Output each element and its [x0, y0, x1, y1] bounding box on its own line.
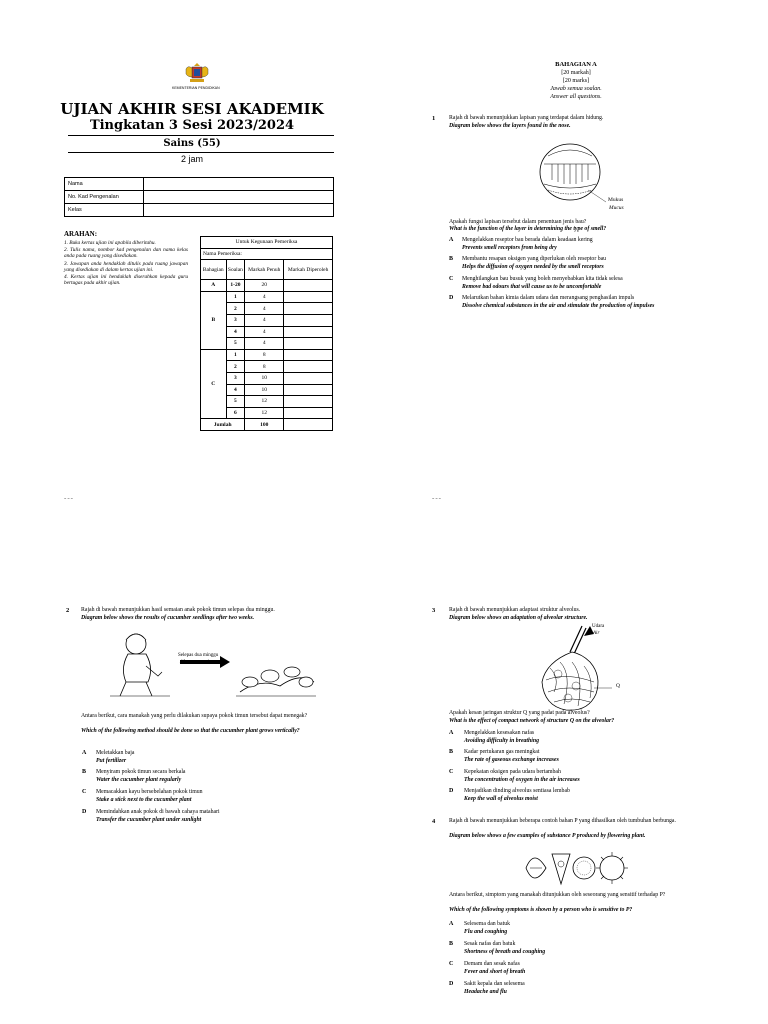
option-d-text-en[interactable]: Headache and flu [464, 989, 507, 995]
marks-cell: 12 [245, 407, 284, 419]
fig-label-en: Mucus [609, 205, 624, 211]
option-c-text-ms[interactable]: Memacakkan kayu bersebelahan pokok timun [96, 789, 203, 795]
option-c-text-en[interactable]: Stake a stick next to the cucumber plant [96, 797, 192, 803]
marks-cell: 4 [245, 291, 284, 303]
option-d-text-en[interactable]: Transfer the cucumber plant under sunlight [96, 817, 202, 823]
question-number: 3 [432, 607, 436, 614]
total-label: Jumlah [201, 419, 245, 431]
option-c-letter[interactable]: C [449, 961, 454, 967]
question-cell: 4 [226, 384, 245, 396]
section-c-cell: C [201, 349, 227, 419]
question-ask-ms: Apakah fungsi lapisan tersebut dalam penentuan jenis bau? [449, 219, 587, 225]
instruction-item: 1. Buka kertas ujian ini apabila diberitahu. [64, 240, 156, 246]
score-cell[interactable] [284, 314, 333, 326]
question-ask-ms: Apakah kesan jaringan struktur Q yang padat pada alveolus? [449, 710, 590, 716]
fig-label-en: Air [593, 631, 600, 636]
question-cell: 3 [226, 372, 245, 384]
question-stem-ms: Rajah di bawah menunjukkan adaptasi struktur alveolus. [449, 607, 581, 613]
question-stem-en: Diagram below shows an adaptation of alveolar structure. [449, 615, 588, 621]
exam-duration: 2 jam [180, 154, 203, 164]
marks-cell: 10 [245, 372, 284, 384]
page-break-mark: --- [432, 494, 442, 502]
option-d-text-ms[interactable]: Memindahkan anak pokok di bawah cahaya matahari [96, 809, 220, 815]
question-stem-ms: Rajah di bawah menunjukkan beberapa contoh bahan P yang dihasilkan oleh tumbuhan berbunga. [449, 818, 676, 824]
candidate-info-table [64, 177, 334, 217]
option-c-text-ms[interactable]: Kepekatan oksigen pada udara bertambah [464, 769, 561, 775]
option-b-text-ms[interactable]: Membantu resapan oksigen yang diperlukan oleh reseptor bau [462, 256, 607, 262]
section-a-page [384, 0, 768, 512]
question-cell: 4 [226, 326, 245, 338]
option-c-text-ms[interactable]: Demam dan sesak nafas [464, 961, 520, 967]
section-a-instr-en: Answer all questions. [550, 94, 602, 100]
instruction-item: 3. Jawapan anda hendaklah ditulis pada ruang jawapan yang disediakan di dalam kertas ujian ini. [64, 260, 188, 273]
question-3-4-page [384, 512, 768, 1024]
fig-label-ms: Mukus [608, 197, 624, 203]
seedling-diagram [100, 626, 320, 706]
option-a-text-en[interactable]: Put fertilizer [96, 758, 127, 764]
marks-cell: 4 [245, 338, 284, 350]
col-markah-penuh: Markah Penuh [245, 260, 284, 280]
question-ask-ms: Antara berikut, cara manakah yang perlu dilakukan supaya pokok timun tersebut dapat menegak? [81, 713, 308, 719]
question-cell: 2 [226, 361, 245, 373]
title-divider [68, 135, 334, 136]
marks-cell: 8 [245, 349, 284, 361]
ic-row [65, 191, 334, 204]
option-c-text-en[interactable]: Fever and short of breath [464, 969, 526, 975]
page-break-mark: --- [64, 494, 74, 502]
examiner-name-cell[interactable]: Nama Pemeriksa: [201, 248, 333, 260]
option-d-text-ms[interactable]: Sakit kepala dan selesema [464, 981, 525, 987]
marks-cell: 4 [245, 303, 284, 315]
option-b-text-ms[interactable]: Menyiram pokok timun secara berkala [96, 769, 186, 775]
col-bahagian: Bahagian [201, 260, 227, 280]
question-cell: 5 [226, 338, 245, 350]
option-d-text-ms[interactable]: Melarutkan bahan kimia dalam udara dan merangsang penghasilan impuls [462, 295, 635, 301]
option-c-text-ms[interactable]: Menghilangkan bau busuk yang boleh menyebabkan kita tidak selesa [462, 276, 623, 282]
question-stem-en: Diagram below shows the layers found in the nose. [449, 123, 571, 129]
total-score-cell[interactable] [284, 419, 333, 431]
section-a-marks-en: [20 marks] [562, 78, 590, 84]
question-cell: 1 [226, 349, 245, 361]
fig-label-en: After two weeks [180, 660, 212, 665]
score-cell[interactable] [284, 303, 333, 315]
name-field[interactable] [144, 178, 334, 191]
section-b-cell: B [201, 291, 227, 349]
question-number: 1 [432, 115, 436, 122]
marks-cell: 10 [245, 384, 284, 396]
marks-cell: 4 [245, 326, 284, 338]
option-a-letter[interactable]: A [82, 750, 87, 756]
option-b-letter[interactable]: B [449, 749, 454, 755]
question-cell: 5 [226, 396, 245, 408]
option-c-letter[interactable]: C [82, 789, 87, 795]
class-field[interactable] [144, 204, 334, 217]
col-markah-diperoleh: Markah Diperoleh [284, 260, 333, 280]
question-cell: 6 [226, 407, 245, 419]
instruction-item: 4. Kertas ujian ini hendaklah diserahkan kepada guru bertugas pada akhir ujian. [64, 274, 188, 287]
question-stem-en: Diagram below shows a few examples of substance P produced by flowering plant. [449, 833, 646, 839]
marks-cell: 12 [245, 396, 284, 408]
ic-label: No. Kad Pengenalan [65, 191, 144, 204]
marks-cell: 8 [245, 361, 284, 373]
option-a-letter[interactable]: A [449, 921, 454, 927]
alveolus-diagram [532, 622, 622, 714]
question-stem-ms: Rajah di bawah menunjukkan hasil semaian anak pokok timun selepas dua minggu. [81, 607, 275, 613]
score-cell[interactable] [284, 396, 333, 408]
section-a-cell: A [201, 280, 227, 292]
instructions-list [64, 240, 188, 287]
score-cell[interactable] [284, 338, 333, 350]
question-number: 2 [66, 607, 70, 614]
option-a-text-ms[interactable]: Meletakkan baja [96, 750, 135, 756]
instructions-heading: ARAHAN: [64, 230, 98, 238]
class-label: Kelas [65, 204, 144, 217]
option-d-letter[interactable]: D [449, 981, 454, 987]
option-d-text-en[interactable]: Keep the wall of alveolus moist [464, 796, 538, 802]
total-marks: 100 [245, 419, 284, 431]
cover-page [0, 0, 384, 512]
option-b-letter[interactable]: B [82, 769, 87, 775]
question-cell: 1 [226, 291, 245, 303]
option-c-text-en[interactable]: The concentration of oxygen in the air increases [464, 777, 580, 783]
option-c-text-en[interactable]: Remove bad odours that will cause us to be uncomfortable [462, 284, 602, 290]
name-label: Nama [65, 178, 144, 191]
class-row [65, 204, 334, 217]
examiner-use-heading: Untuk Kegunaan Pemeriksa [201, 237, 333, 249]
instruction-item: 2. Tulis nama, nombor kad pengenalan dan nama kelas anda pada ruang yang disediakan. [64, 247, 188, 260]
score-cell[interactable] [284, 384, 333, 396]
section-a-instr-ms: Jawab semua soalan. [550, 86, 602, 92]
question-ask-en: Which of the following method should be done so that the cucumber plant grows vertically? [81, 728, 300, 734]
subject-name: Sains (55) [163, 138, 221, 149]
exam-subtitle: Tingkatan 3 Sesi 2023/2024 [89, 118, 295, 133]
score-cell[interactable] [284, 291, 333, 303]
score-cell[interactable] [284, 280, 333, 292]
option-c-letter[interactable]: C [449, 769, 454, 775]
score-cell[interactable] [284, 372, 333, 384]
option-a-text-en[interactable]: Prevents smell receptors from being dry [462, 245, 557, 251]
option-a-text-ms[interactable]: Selesema dan batuk [464, 921, 511, 927]
option-b-letter[interactable]: B [449, 256, 454, 262]
question-ask-en: What is the effect of compact network of structure Q on the alveolar? [449, 718, 615, 724]
option-d-text-en[interactable]: Dissolve chemical substances in the air and stimulate the production of impulses [462, 303, 655, 309]
fig-label-q: Q [616, 683, 620, 689]
fig-label-ms: Selepas dua minggu [178, 653, 219, 658]
option-b-text-ms[interactable]: Kadar pertukaran gas meningkat [464, 749, 540, 755]
option-b-text-ms[interactable]: Sesak nafas dan batuk [464, 941, 516, 947]
question-ask-en: Which of the following symptoms is shown by a person who is sensitive to P? [449, 907, 633, 913]
marks-cell: 4 [245, 314, 284, 326]
option-d-letter[interactable]: D [449, 788, 454, 794]
exam-title: UJIAN AKHIR SESI AKADEMIK [60, 100, 324, 118]
option-b-text-en[interactable]: Helps the diffusion of oxygen needed by the smell receptors [462, 264, 604, 270]
pollen-grains-diagram [520, 846, 630, 890]
option-d-text-ms[interactable]: Menjadikan dinding alveolus sentiasa lembab [464, 788, 570, 794]
section-a-marks-ms: [20 markah] [561, 70, 591, 76]
question-stem-en: Diagram below shows the results of cucumber seedlings after two weeks. [81, 615, 255, 621]
score-cell[interactable] [284, 326, 333, 338]
section-a-title: BAHAGIAN A [555, 61, 597, 68]
examiner-marks-table [200, 236, 333, 431]
option-b-text-en[interactable]: Shortness of breath and coughing [464, 949, 546, 955]
section-a-range: 1-20 [226, 280, 245, 292]
question-ask-en: What is the function of the layer in determining the type of smell? [449, 226, 607, 232]
option-d-letter[interactable]: D [449, 295, 454, 301]
question-number: 4 [432, 818, 436, 825]
score-cell[interactable] [284, 361, 333, 373]
option-c-letter[interactable]: C [449, 276, 454, 282]
option-a-text-ms[interactable]: Mengelakkan reseptor bau berada dalam keadaan kering [462, 237, 593, 243]
option-a-letter[interactable]: A [449, 237, 454, 243]
option-b-text-en[interactable]: Water the cucumber plant regularly [96, 777, 182, 783]
coat-of-arms-icon [184, 62, 210, 84]
question-ask-ms: Antara berikut, simptom yang manakah ditunjukkan oleh seseorang yang sensitif terhadap P? [449, 892, 666, 898]
ministry-caption: KEMENTERIAN PENDIDIKAN [172, 86, 220, 90]
section-a-marks: 20 [245, 280, 284, 292]
name-row [65, 178, 334, 191]
col-soalan: Soalan [226, 260, 245, 280]
question-2-page [0, 512, 384, 1024]
ic-field[interactable] [144, 191, 334, 204]
option-b-letter[interactable]: B [449, 941, 454, 947]
option-d-letter[interactable]: D [82, 809, 87, 815]
option-a-letter[interactable]: A [449, 730, 454, 736]
question-cell: 3 [226, 314, 245, 326]
question-cell: 2 [226, 303, 245, 315]
option-a-text-en[interactable]: Avoiding difficulty in breathing [464, 738, 539, 744]
fig-label-ms: Udara [592, 624, 605, 629]
option-a-text-en[interactable]: Flu and coughing [464, 929, 508, 935]
question-stem-ms: Rajah di bawah menunjukkan lapisan yang terdapat dalam hidung. [449, 115, 604, 121]
option-b-text-en[interactable]: The rate of gaseous exchange increases [464, 757, 559, 763]
score-cell[interactable] [284, 349, 333, 361]
subject-divider [68, 152, 334, 153]
option-a-text-ms[interactable]: Mengelakkan kesesakan nafas [464, 730, 535, 736]
score-cell[interactable] [284, 407, 333, 419]
